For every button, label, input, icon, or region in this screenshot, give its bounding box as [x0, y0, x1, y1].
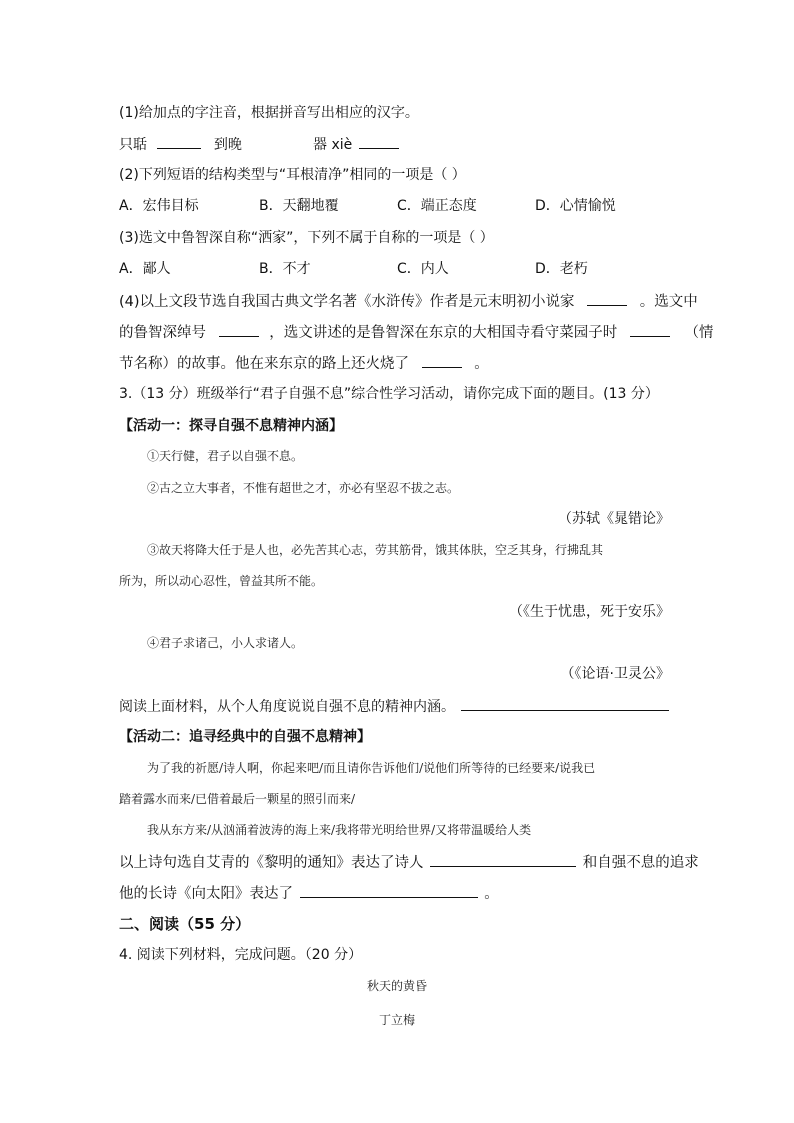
q2-part2-question: (2)下列短语的结构类型与“耳根清净”相同的一项是（ ）: [119, 167, 466, 183]
fill-blank-row-b: [313, 134, 401, 155]
fill-blank-row: [119, 134, 242, 155]
poem-line-3: 我从东方来/从汹涌着波涛的海上来/我将带光明给世界/又将带温暖给人类: [147, 823, 532, 837]
answer-blank-2[interactable]: [430, 852, 576, 867]
part2-option-c[interactable]: C．端正态度: [397, 198, 477, 214]
article-author: 丁立梅: [378, 1013, 415, 1027]
fill-a-prefix: 只聒: [119, 137, 147, 153]
question2-text-b: 和自强不息的追求: [582, 855, 699, 871]
part4-text-c: 的鲁智深绰号: [119, 325, 206, 341]
section2-title: 二、阅读（55 分）: [119, 915, 251, 933]
part4-text-e: （情: [684, 325, 714, 341]
part4-text-a: (4)以上文段节选自我国古典文学名著《水浒传》作者是元末明初小说家: [119, 294, 575, 310]
answer-blank-1[interactable]: [461, 696, 669, 711]
fill-b-blank[interactable]: [359, 134, 399, 149]
fill-a-suffix: 到晚: [213, 137, 242, 153]
activity1-title: 【活动一：探寻自强不息精神内涵】: [119, 418, 343, 434]
activity2-question-line2: [119, 883, 499, 904]
part3-option-d[interactable]: D．老朽: [535, 261, 588, 277]
q2-part3-question: (3)选文中鲁智深自称“洒家”，下列不属于自称的一项是（ ）: [119, 230, 494, 246]
fill-a-blank[interactable]: [157, 134, 201, 149]
poem-line-1: 为了我的祈愿/诗人啊，你起来吧/而且请你告诉他们/说他们所等待的已经要来/说我已: [147, 761, 596, 775]
part4-text-d: ，选文讲述的是鲁智深在东京的大相国寺看守菜园子时: [269, 325, 618, 341]
question2-text-a: 以上诗句选自艾青的《黎明的通知》表达了诗人: [119, 855, 424, 871]
quote-1: ①天行健，君子以自强不息。: [147, 449, 304, 463]
q2-part4-line1: [119, 291, 698, 312]
activity2-question-line1: [119, 852, 699, 873]
answer-blank-3[interactable]: [300, 883, 478, 898]
activity1-question: [119, 696, 671, 717]
part3-option-c[interactable]: C．内人: [397, 261, 449, 277]
part2-option-a[interactable]: A．宏伟目标: [119, 198, 199, 214]
q4-instruction: 4. 阅读下列材料，完成问题。（20 分）: [119, 947, 363, 963]
q2-part4-line2: [119, 322, 713, 343]
article-title: 秋天的黄昏: [366, 979, 427, 993]
activity2-title: 【活动二：追寻经典中的自强不息精神】: [119, 729, 371, 745]
part4-text-f: 节名称）的故事。他在来东京的路上还火烧了: [119, 356, 409, 372]
fill-b-prefix: 器 xiè: [313, 137, 353, 153]
quote-3-line1: ③故天将降大任于是人也，必先苦其心志，劳其筋骨，饿其体肤，空乏其身，行拂乱其: [147, 543, 604, 557]
q2-part1-instruction: (1)给加点的字注音，根据拼音写出相应的汉字。: [119, 105, 419, 121]
quote-4: ④君子求诸己，小人求诸人。: [147, 636, 304, 650]
quote-3-line2: 所为，所以动心忍性，曾益其所不能。: [119, 574, 324, 588]
part4-text-b: 。选文中: [639, 294, 698, 310]
part2-option-b[interactable]: B．天翻地覆: [259, 198, 339, 214]
nickname-blank[interactable]: [219, 322, 259, 337]
question2-text-d: 。: [484, 886, 499, 902]
part4-text-g: 。: [474, 356, 489, 372]
part3-option-b[interactable]: B．不才: [259, 261, 311, 277]
author-blank[interactable]: [587, 291, 627, 306]
source-2: （苏轼《晁错论》: [558, 511, 670, 527]
episode-blank[interactable]: [630, 322, 670, 337]
source-4: （《论语·卫灵公》: [560, 666, 670, 682]
q2-part4-line3: [119, 353, 489, 374]
burned-place-blank[interactable]: [422, 353, 462, 368]
quote-2: ②古之立大事者，不惟有超世之才，亦必有坚忍不拔之志。: [147, 481, 460, 495]
poem-line-2: 踏着露水而来/已借着最后一颗星的照引而来/: [119, 792, 356, 806]
question1-text: 阅读上面材料，从个人角度说说自强不息的精神内涵。: [119, 699, 455, 715]
q3-header: 3.（13 分）班级举行“君子自强不息”综合性学习活动，请你完成下面的题目。(13 分）: [119, 386, 659, 402]
part3-option-a[interactable]: A．鄙人: [119, 261, 171, 277]
source-3: （《生于忧患，死于安乐》: [509, 604, 670, 620]
part2-option-d[interactable]: D．心情愉悦: [535, 198, 616, 214]
question2-text-c: 他的长诗《向太阳》表达了: [119, 886, 293, 902]
